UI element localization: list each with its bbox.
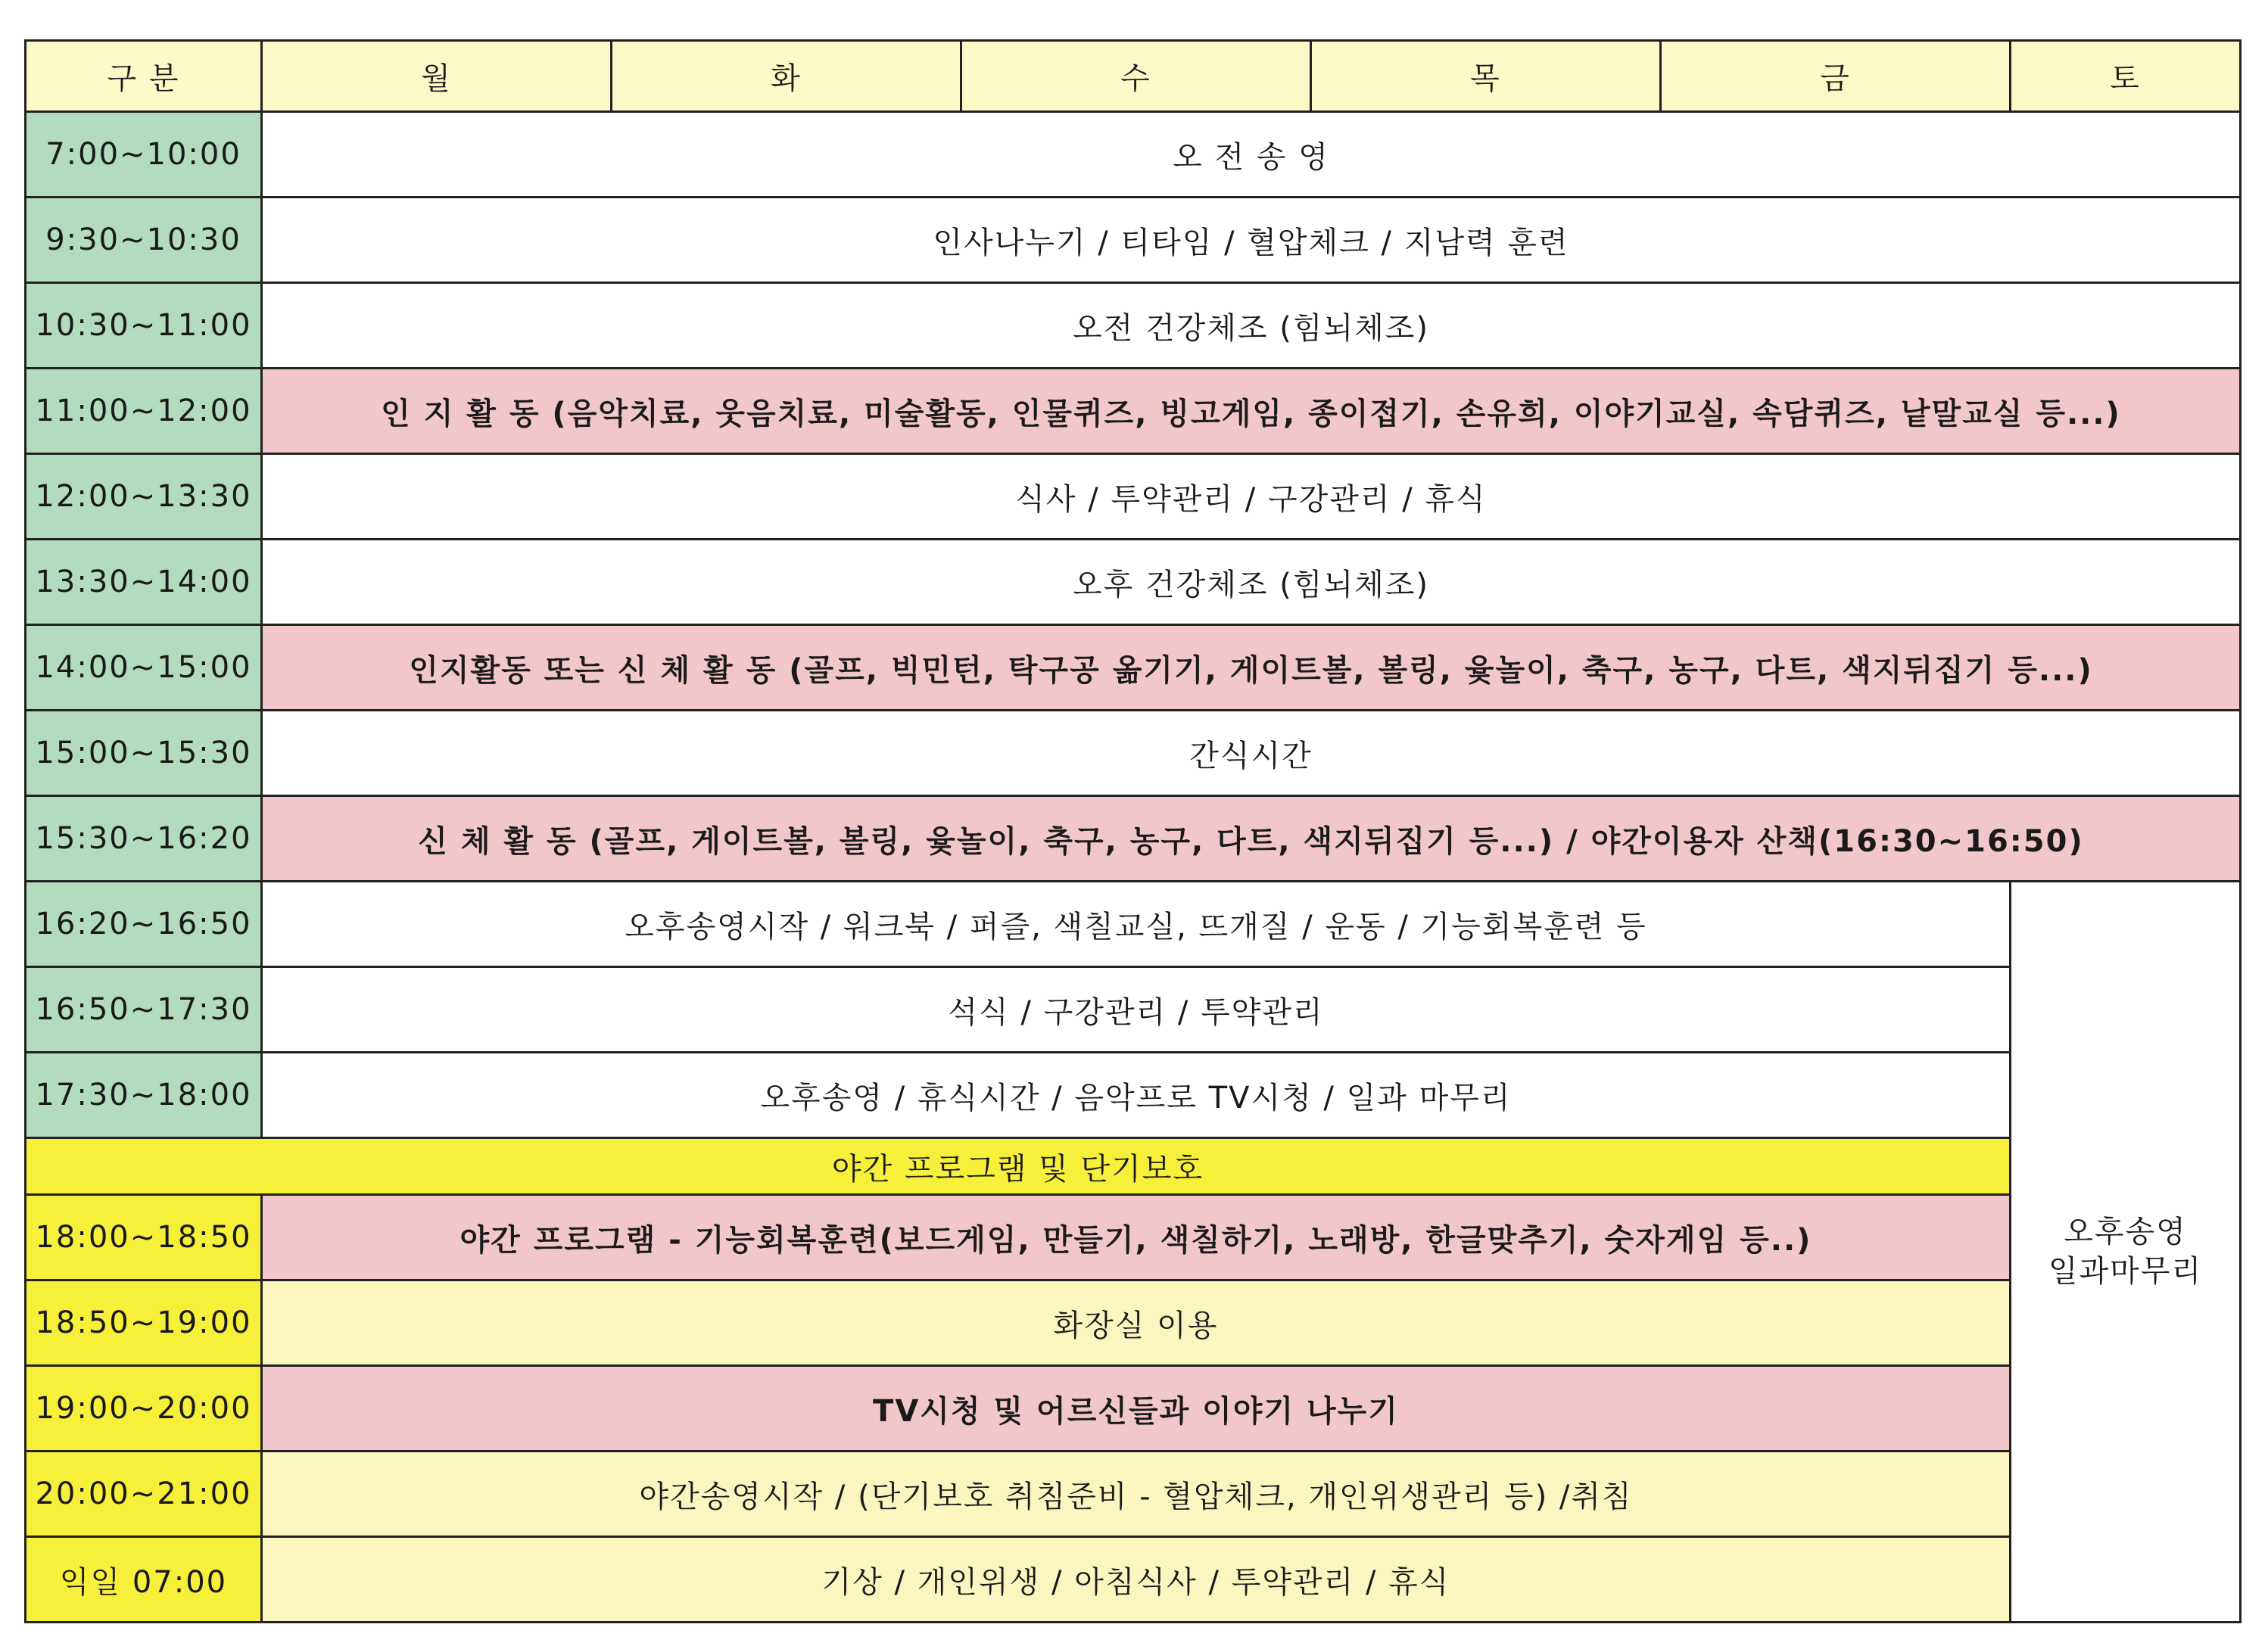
schedule-row [26,540,2241,625]
time-cell: 18:50~19:00 [26,1280,262,1366]
saturday-side-cell [2011,882,2241,1623]
activity-cell: 인사나누기 / 티타임 / 혈압체크 / 지남력 훈련 [262,198,2241,283]
time-cell: 12:00~13:30 [26,454,262,540]
header-monday: 월 [262,41,612,112]
time-cell: 20:00~21:00 [26,1452,262,1537]
header-wednesday: 수 [961,41,1311,112]
activity-cell: 오 전 송 영 [262,112,2241,198]
saturday-side-line1: 오후송영 [2064,1215,2187,1249]
schedule-row [26,882,2241,967]
schedule-row [26,112,2241,198]
time-cell: 익일 07:00 [26,1537,262,1623]
activity-cell: 야간 프로그램 - 기능회복훈련(보드게임, 만들기, 색칠하기, 노래방, 한글맞추기, 숫자게임 등..) [262,1195,2011,1280]
night-section-title: 야간 프로그램 및 단기보호 [26,1138,2011,1195]
schedule-row [26,454,2241,540]
schedule-row [26,625,2241,711]
header-friday: 금 [1661,41,2011,112]
time-cell: 18:00~18:50 [26,1195,262,1280]
time-cell: 16:50~17:30 [26,967,262,1053]
schedule-row [26,369,2241,454]
saturday-side-line2: 일과마무리 [2048,1254,2203,1289]
activity-cell: 오후송영시작 / 워크북 / 퍼즐, 색칠교실, 뜨개질 / 운동 / 기능회복훈련 등 [262,882,2011,967]
time-cell: 16:20~16:50 [26,882,262,967]
night-section-row [26,1138,2241,1195]
night-row [26,1195,2241,1280]
time-cell: 11:00~12:00 [26,369,262,454]
header-row [26,41,2241,112]
night-row [26,1537,2241,1623]
activity-cell: 석식 / 구강관리 / 투약관리 [262,967,2011,1053]
activity-cell: 식사 / 투약관리 / 구강관리 / 휴식 [262,454,2241,540]
schedule-row [26,796,2241,882]
activity-cell: 야간송영시작 / (단기보호 취침준비 - 혈압체크, 개인위생관리 등) /취침 [262,1452,2011,1537]
schedule-row [26,1053,2241,1138]
time-cell: 7:00~10:00 [26,112,262,198]
activity-cell: 오전 건강체조 (힘뇌체조) [262,283,2241,369]
header-saturday: 토 [2011,41,2241,112]
header-thursday: 목 [1311,41,1661,112]
schedule-row [26,198,2241,283]
time-cell: 9:30~10:30 [26,198,262,283]
activity-cell: 인지활동 또는 신 체 활 동 (골프, 빅민턴, 탁구공 옮기기, 게이트볼, 볼링, 윷놀이, 축구, 농구, 다트, 색지뒤집기 등...) [262,625,2241,711]
activity-cell: 인 지 활 동 (음악치료, 웃음치료, 미술활동, 인물퀴즈, 빙고게임, 종이접기, 손유희, 이야기교실, 속담퀴즈, 낱말교실 등...) [262,369,2241,454]
activity-cell: 오후 건강체조 (힘뇌체조) [262,540,2241,625]
schedule-table [24,39,2242,1623]
schedule-row [26,967,2241,1053]
night-row [26,1452,2241,1537]
activity-cell: 기상 / 개인위생 / 아침식사 / 투약관리 / 휴식 [262,1537,2011,1623]
night-row [26,1366,2241,1452]
activity-cell: 간식시간 [262,711,2241,796]
night-row [26,1280,2241,1366]
time-cell: 13:30~14:00 [26,540,262,625]
schedule-row [26,711,2241,796]
time-cell: 10:30~11:00 [26,283,262,369]
time-cell: 15:30~16:20 [26,796,262,882]
activity-cell: 오후송영 / 휴식시간 / 음악프로 TV시청 / 일과 마무리 [262,1053,2011,1138]
schedule-row [26,283,2241,369]
header-tuesday: 화 [612,41,961,112]
time-cell: 14:00~15:00 [26,625,262,711]
activity-cell: TV시청 및 어르신들과 이야기 나누기 [262,1366,2011,1452]
time-cell: 15:00~15:30 [26,711,262,796]
activity-cell: 화장실 이용 [262,1280,2011,1366]
header-category: 구 분 [26,41,262,112]
activity-cell: 신 체 활 동 (골프, 게이트볼, 볼링, 윷놀이, 축구, 농구, 다트, 색지뒤집기 등...) / 야간이용자 산책(16:30~16:50) [262,796,2241,882]
time-cell: 19:00~20:00 [26,1366,262,1452]
time-cell: 17:30~18:00 [26,1053,262,1138]
